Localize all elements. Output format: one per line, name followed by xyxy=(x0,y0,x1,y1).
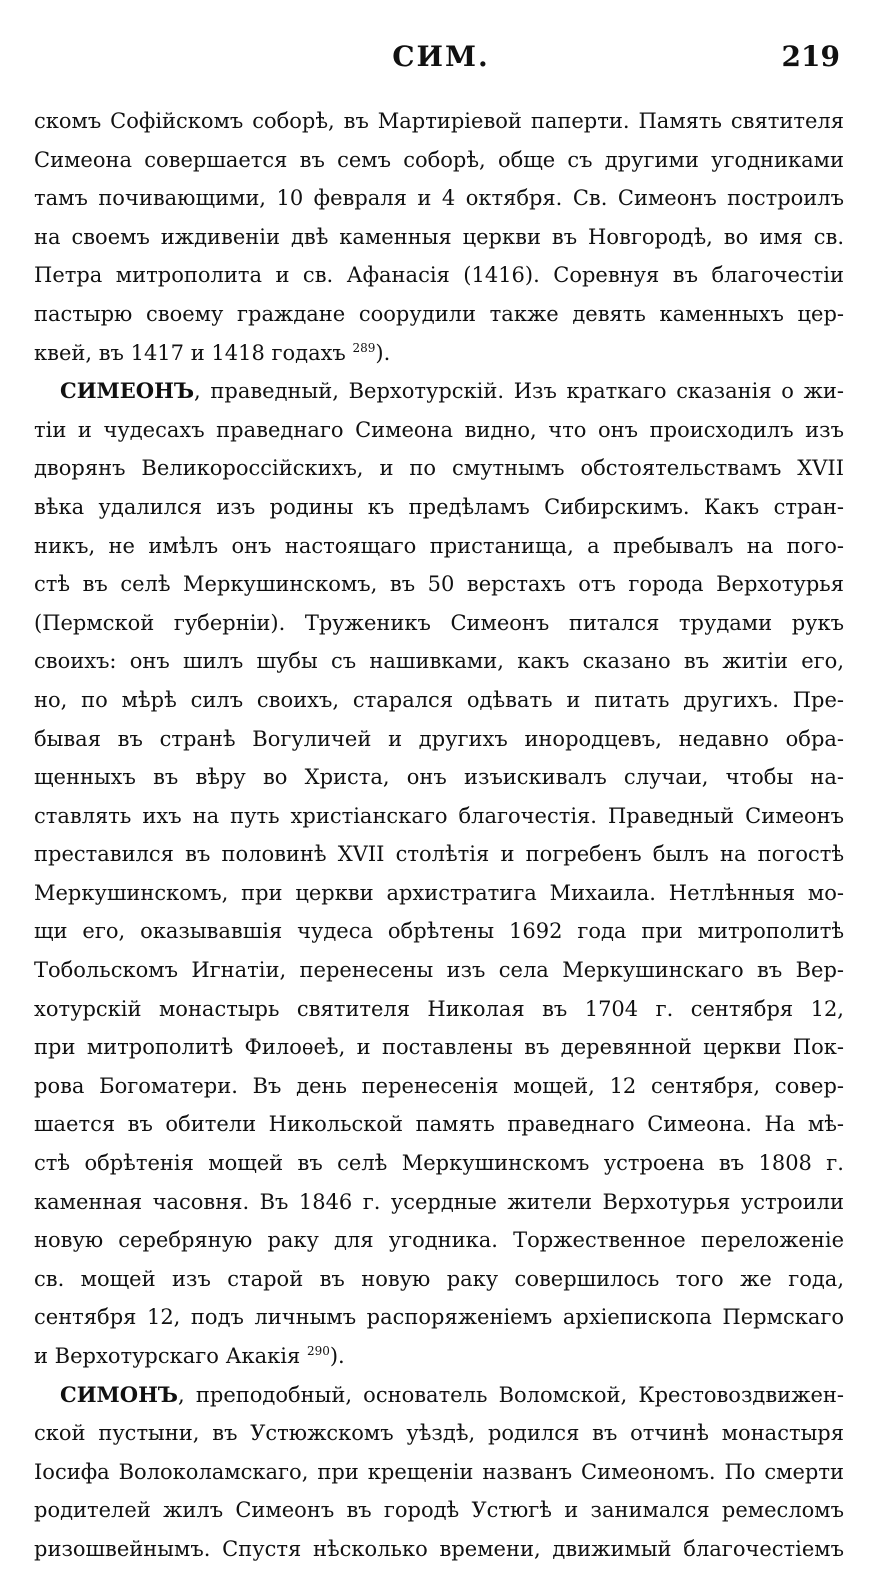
text-line: скомъ Софійскомъ соборѣ, въ Мартиріевой паперти. Память святителя xyxy=(34,109,844,133)
page-header xyxy=(0,40,882,80)
text-line: родителей жилъ Симеонъ въ городѣ Устюгѣ и занимался ремесломъ xyxy=(34,1498,844,1523)
text-line: ризошвейнымъ. Спустя нѣсколько времени, движимый благочестіемъ xyxy=(34,1536,844,1561)
text-line: Іосифа Волоколамскаго, при крещеніи названъ Симеономъ. По смерти xyxy=(34,1459,844,1484)
text-line: стѣ въ селѣ Меркушинскомъ, въ 50 верстахъ отъ города Верхотурья xyxy=(34,572,844,597)
text-fragment: квей, въ 1417 и 1418 годахъ xyxy=(34,340,346,365)
text-line: бывая въ странѣ Вогуличей и другихъ инородцевъ, недавно обра- xyxy=(34,726,844,751)
text-fragment: , праведный, Верхотурскій. Изъ краткаго сказанія о жи- xyxy=(194,379,844,404)
text-line: (Пермской губерніи). Труженикъ Симеонъ питался трудами рукъ xyxy=(34,610,844,635)
text-line: тамъ почивающими, 10 февраля и 4 октября. Св. Симеонъ построилъ xyxy=(34,186,844,211)
text-line: хотурскій монастырь святителя Николая въ 1704 г. сентября 12, xyxy=(34,996,844,1021)
text-line: вѣка удалился изъ родины къ предѣламъ Сибирскимъ. Какъ стран- xyxy=(34,494,844,519)
text-line: св. мощей изъ старой въ новую раку совершилось того же года, xyxy=(34,1266,844,1291)
text-line: Тобольскомъ Игнатіи, перенесены изъ села Меркушинскаго въ Вер- xyxy=(34,958,844,983)
running-head: СИМ. xyxy=(392,40,490,73)
text-line: пастырю своему граждане соорудили также девять каменныхъ цер- xyxy=(34,301,844,326)
text-line xyxy=(34,334,844,373)
text-line: никъ, не имѣлъ онъ настоящаго пристанища, а пребывалъ на пого- xyxy=(34,533,844,558)
text-line: ской пустыни, въ Устюжскомъ уѣздѣ, родился въ отчинѣ монастыря xyxy=(34,1421,844,1446)
entry-headword: СИМОНЪ xyxy=(60,1381,179,1407)
text-fragment: , преподобный, основатель Воломской, Крестовоздвижен- xyxy=(178,1382,844,1407)
text-line: рова Богоматери. Въ день перенесенія мощей, 12 сентября, совер- xyxy=(34,1073,844,1098)
text-line: Меркушинскомъ, при церкви архистратига Михаила. Нетлѣнныя мо- xyxy=(34,880,844,905)
text-line: Симеона совершается въ семъ соборѣ, обще съ другими угодниками xyxy=(34,147,844,172)
text-line: дворянъ Великороссійскихъ, и по смутнымъ обстоятельствамъ XVII xyxy=(34,456,844,481)
text-fragment: ). xyxy=(329,1344,345,1368)
text-line: тіи и чудесахъ праведнаго Симеона видно, что онъ происходилъ изъ xyxy=(34,417,844,442)
footnote-ref: 290 xyxy=(306,1344,330,1358)
text-fragment: ). xyxy=(375,340,391,365)
text-line: каменная часовня. Въ 1846 г. усердные жители Верхотурья устроили xyxy=(34,1189,844,1214)
page-number: 219 xyxy=(781,40,840,73)
text-line: Петра митрополита и св. Афанасія (1416). Соревнуя въ благочестіи xyxy=(34,263,844,288)
text-line: новую серебряную раку для угодника. Торжественное переложеніе xyxy=(34,1228,844,1253)
text-line: щи его, оказывавшія чудеса обрѣтены 1692 года при митрополитѣ xyxy=(34,919,844,944)
entry-headword: СИМЕОНЪ xyxy=(60,378,195,404)
text-line: своихъ: онъ шилъ шубы съ нашивками, какъ сказано въ житіи его, xyxy=(34,649,844,674)
text-line: стѣ обрѣтенія мощей въ селѣ Меркушинскомъ устроена въ 1808 г. xyxy=(34,1151,844,1176)
footnote-ref: 289 xyxy=(352,340,376,355)
text-line: преставился въ половинѣ XVII столѣтія и погребенъ былъ на погостѣ xyxy=(34,842,844,867)
text-fragment: и Верхотурскаго Акакія xyxy=(34,1344,301,1368)
text-line: щенныхъ въ вѣру во Христа, онъ изъискивалъ случаи, чтобы на- xyxy=(34,765,844,790)
text-line: сентября 12, подъ личнымъ распоряженіемъ архіепископа Пермскаго xyxy=(34,1305,844,1330)
text-line: на своемъ иждивеніи двѣ каменныя церкви въ Новгородѣ, во имя св. xyxy=(34,224,844,249)
text-line: но, по мѣрѣ силъ своихъ, старался одѣвать и питать другихъ. Пре- xyxy=(34,687,844,712)
text-line: шается въ обители Никольской память праведнаго Симеона. На мѣ- xyxy=(34,1112,844,1137)
entry-first-line xyxy=(34,372,844,411)
text-line: при митрополитѣ Филоѳеѣ, и поставлены въ деревянной церкви Пок- xyxy=(34,1035,844,1060)
text-line xyxy=(34,1337,844,1376)
text-line: ставлять ихъ на путь христіанскаго благочестія. Праведный Симеонъ xyxy=(34,803,844,828)
page-body xyxy=(34,102,844,1569)
entry-first-line xyxy=(34,1376,844,1415)
